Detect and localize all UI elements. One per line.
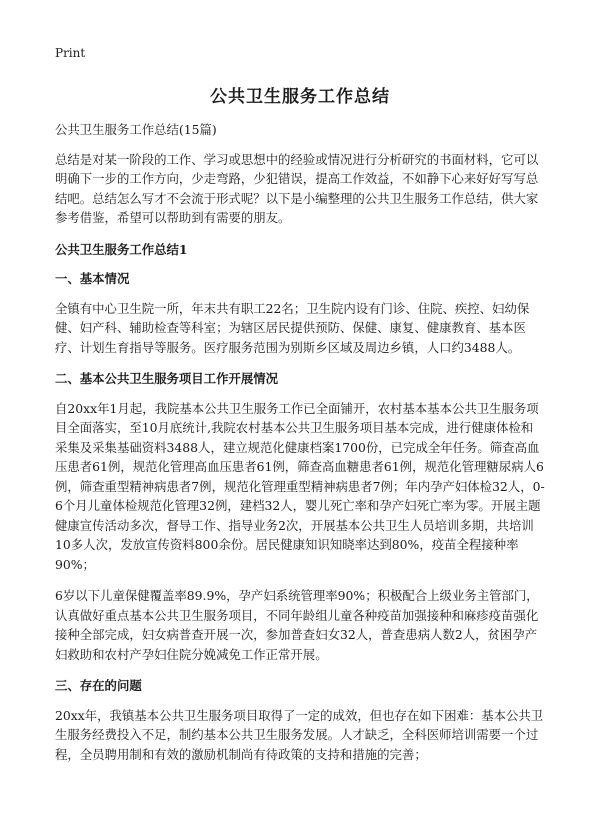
section-heading-basic-situation: 一、基本情况: [55, 271, 130, 286]
document-title: 公共卫生服务工作总结: [210, 87, 390, 107]
print-link[interactable]: Print: [55, 46, 86, 60]
section-paragraph: 全镇有中心卫生院一所，年末共有职工22名；卫生院内设有门诊、住院、疾控、妇幼保健、妇产科、辅助检查等科室；为辖区居民提供预防、保健、康复、健康教育、基本医疗、计划生育指导等服务。医疗服务范围为别斯乡区域及周边乡镇，人口约3488人。: [55, 300, 530, 355]
section-paragraph: 6岁以下儿童保健覆盖率89.9%，孕产妇系统管理率90%；积极配合上级业务主管部门，认真做好重点基本公共卫生服务项目，不同年龄组儿童各种疫苗加强接种和麻疹疫苗强化接种全部完成，妇女病普查开展一次，参加普查妇女32人，普查患病人数2人，贫困孕产妇救助和农村产孕妇住院分娩减免工作正常开展。: [55, 588, 539, 662]
section-heading-project-progress: 二、基本公共卫生服务项目工作开展情况: [55, 371, 279, 386]
section-heading-problems: 三、存在的问题: [55, 678, 142, 693]
section-paragraph: 20xx年，我镇基本公共卫生服务项目取得了一定的成效，但也存在如下困难：基本公共卫生服务经费投入不足，制约基本公共卫生服务发展。人才缺乏，全科医师培训需要一个过程，全员聘用制和有效的激励机制尚有待政策的支持和措施的完善；: [55, 707, 544, 762]
document-subtitle: 公共卫生服务工作总结(15篇): [55, 122, 217, 137]
section-paragraph: 自20xx年1月起，我院基本公共卫生服务工作已全面铺开，农村基本基本公共卫生服务项目全面落实，至10月底统计,我院农村基本公共卫生服务项目基本完成，进行健康体检和采集及采集基础资料3488人，建立规范化健康档案1700份，已完成全年任务。筛查高血压患者61例，规范化管理高血压患者61例，筛查高血糖患者61例，规范化管理糖尿病人6例，筛查重型精神病患者7例，规范化管理重型精神病患者7例；年内孕产妇体检32人，0-6个月儿童体检规范化管理32例，建档32人，婴儿死亡率和孕产妇死亡率为零。开展主题健康宣传活动多次，督导工作、指导业务2次，开展基本公共卫生人员培训多期，共培训10多人次，发放宣传资料800余份。居民健康知识知晓率达到80%，疫苗全程接种率90%；: [55, 400, 545, 572]
article-heading: 公共卫生服务工作总结1: [55, 241, 188, 257]
intro-paragraph: 总结是对某一阶段的工作、学习或思想中的经验或情况进行分析研究的书面材料，它可以明确下一步的工作方向，少走弯路，少犯错误，提高工作效益，不如静下心来好好写写总结吧。总结怎么写才不会流于形式呢？以下是小编整理的公共卫生服务工作总结，供大家参考借鉴，希望可以帮助到有需要的朋友。: [55, 151, 539, 225]
document-body: [55, 120, 545, 764]
